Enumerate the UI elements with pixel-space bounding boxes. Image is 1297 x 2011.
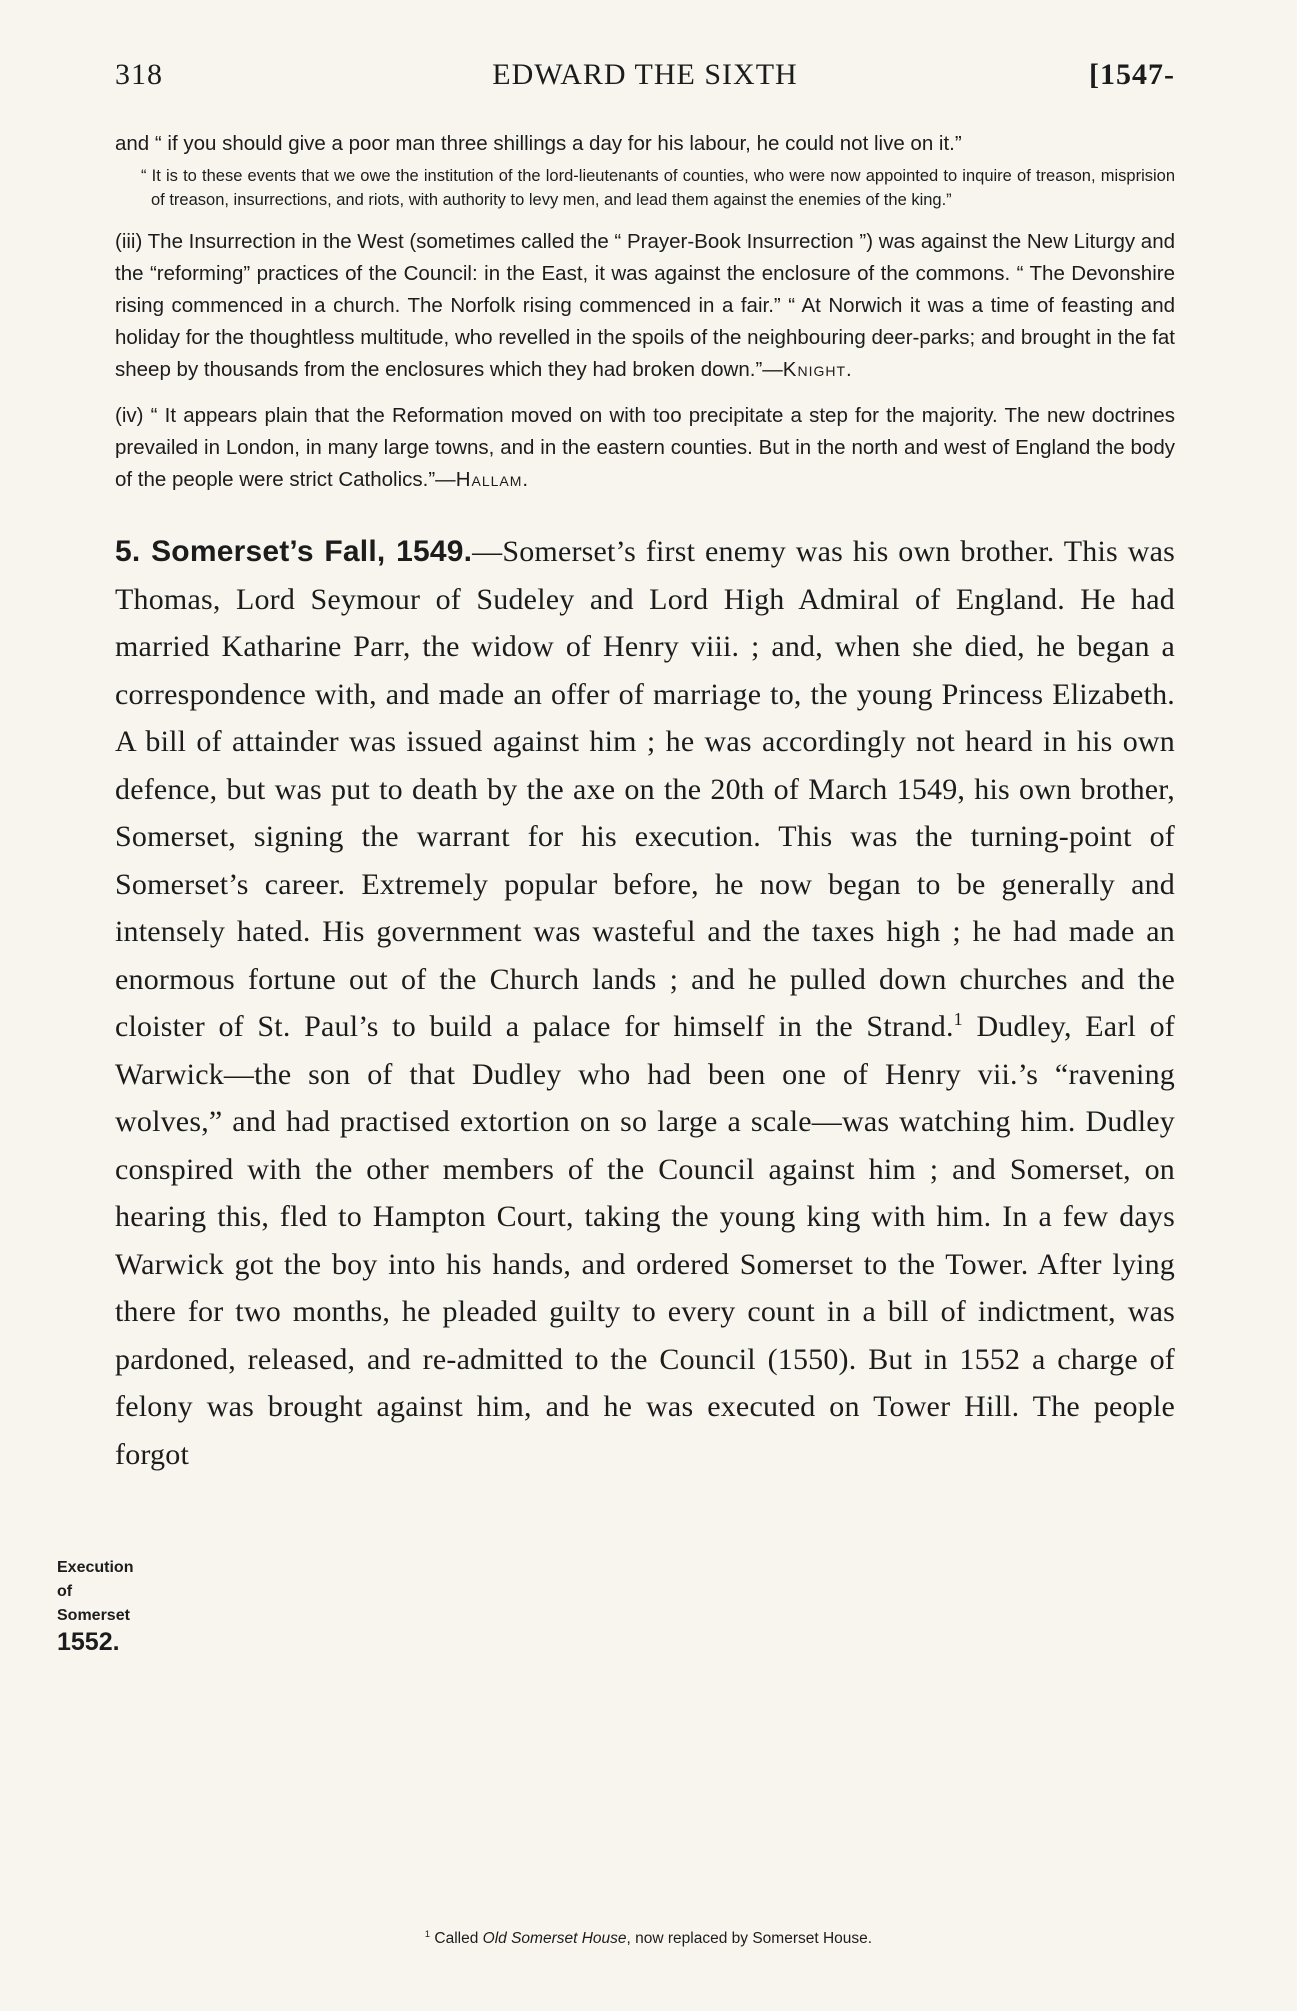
margin-note — [57, 1556, 137, 1654]
lord-lieutenants-quote: “ It is to these events that we owe the institution of the lord-lieutenants of counties, who were now appointed to inquire of treason, misprision of treason, insurrections, and riots, with authority to levy men, and lead them against the enemies of the king.” — [141, 167, 1175, 209]
margin-note-line1: Execution — [57, 1559, 134, 1576]
footnote-text-before: Called — [430, 1930, 483, 1947]
intro-line: and “ if you should give a poor man three shillings a day for his labour, he could not live on it.” — [115, 132, 962, 155]
page-body — [57, 128, 1176, 1656]
page-number: 318 — [115, 58, 163, 91]
section-text-part1: —Somerset’s first enemy was his own brother. This was Thomas, Lord Seymour of Sudeley and Lord High Admiral of England. He had married Katharine Parr, the widow of Henry viii. ; and, when she died, he began a correspondence with, and made an offer of marriage to, the young Princess Elizabeth. A bill of attainder was issued against him ; he was accordingly not heard in his own defence, but was put to death by the axe on the 20th of March 1549, his own brother, Somerset, signing the warrant for his execution. This was the turning-point of Somerset’s career. Extremely popular before, he now began to be generally and intensely hated. His government was wasteful and the taxes high ; he had made an enormous fortune out of the Church lands ; and he pulled down churches and the cloister of St. Paul’s to build a palace for himself in the Strand. — [115, 535, 1175, 1043]
note-iv-text: (iv) “ It appears plain that the Reformation moved on with too precipitate a step for the majority. The new doctrines prevailed in London, in many large towns, and in the eastern counties. But in the north and west of England the body of the people were strict Catholics.”— — [115, 404, 1175, 491]
footnote-italic: Old Somerset House — [482, 1930, 627, 1947]
section-somersets-fall — [57, 528, 1176, 1656]
note-iv-source: Hallam. — [455, 468, 530, 491]
note-iv — [115, 400, 1175, 496]
note-iii-source: Knight. — [782, 358, 853, 381]
margin-note-line2: of Somerset — [57, 1583, 130, 1624]
note-iii-text: (iii) The Insurrection in the West (sometimes called the “ Prayer-Book Insurrection ”) was against the New Liturgy and the “reforming” practices of the Council: in the East, it was against the enclosure of the commons. “ The Devonshire rising commenced in a church. The Norfolk rising commenced in a fair.” “ At Norwich it was a time of feasting and holiday for the thoughtless multitude, who revelled in the spoils of the neighbouring deer-parks; and brought in the fat sheep by thousands from the enclosures which they had broken down.”— — [115, 230, 1175, 381]
year-range: [1547- — [1089, 58, 1175, 91]
running-title: EDWARD THE SIXTH — [492, 58, 798, 91]
section-heading: 5. Somerset’s Fall, 1549. — [115, 535, 473, 568]
note-iii — [115, 226, 1175, 386]
margin-note-year: 1552. — [57, 1628, 120, 1656]
section-paragraph — [115, 528, 1175, 1478]
footnote-reference: 1 — [953, 1009, 963, 1029]
footnote-text-after: , now replaced by Somerset House. — [626, 1930, 873, 1947]
page-header — [115, 58, 1175, 108]
section-text-part2: Dudley, Earl of Warwick—the son of that Dudley who had been one of Henry vii.’s “ravening wolves,” and had practised extortion on so large a scale—was watching him. Dudley conspired with the other members of the Council against him ; and Somerset, on hearing this, fled to Hampton Court, taking the young king with him. In a few days Warwick got the boy into his hands, and ordered Somerset to the Tower. After lying there for two months, he pleaded guilty to every count in a bill of indictment, was pardoned, released, and re-admitted to the Council (1550). But in 1552 a charge of felony was brought against him, and he was executed on Tower Hill. The people forgot — [115, 1010, 1176, 1471]
footnote — [0, 1930, 1297, 1948]
footnote-mark: 1 — [424, 1928, 431, 1939]
